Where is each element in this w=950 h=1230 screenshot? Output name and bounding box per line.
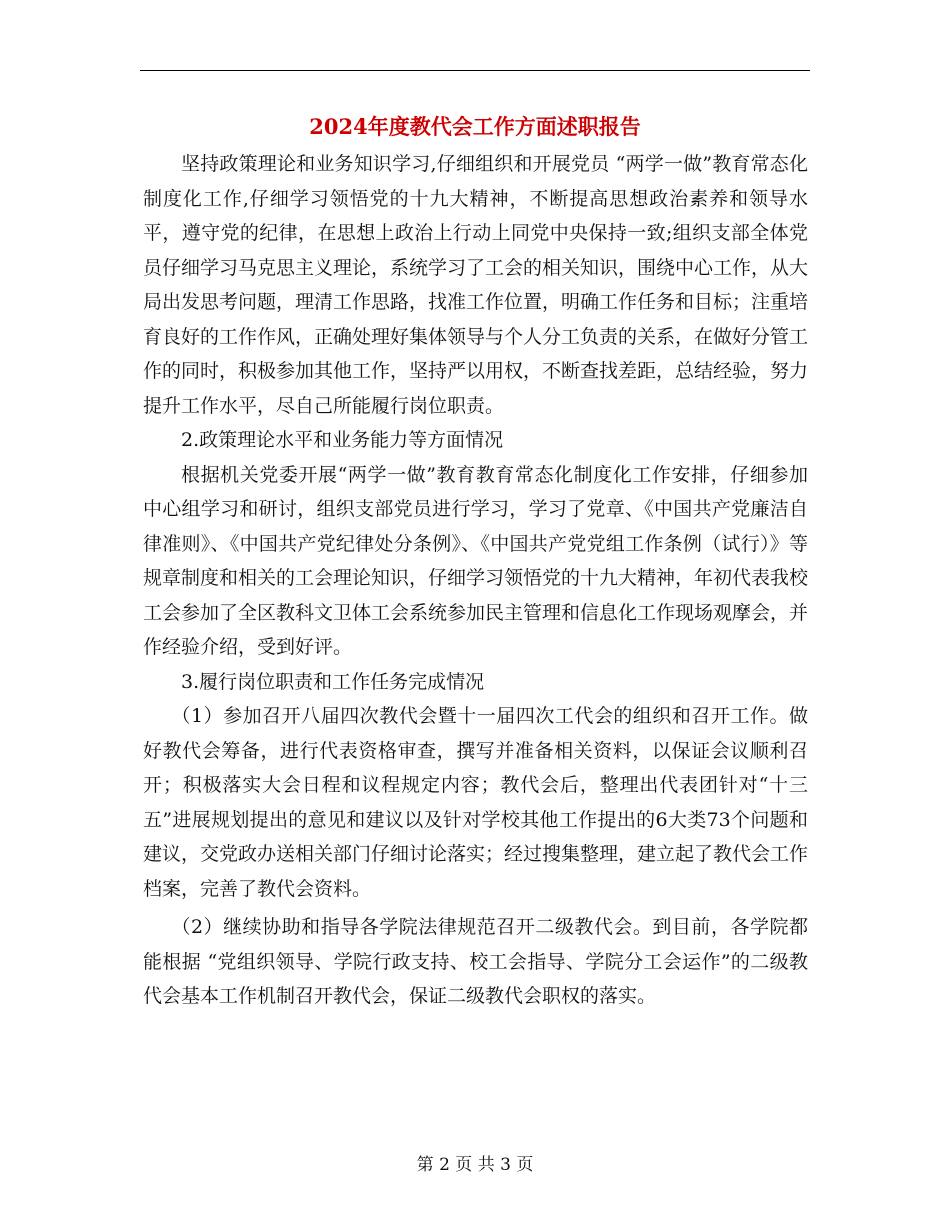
document-body [143, 147, 808, 1014]
document-title: 2024年度教代会工作方面述职报告 [309, 114, 641, 139]
page-footer: 第 2 页 共 3 页 [416, 1155, 534, 1175]
paragraph-item-2: （2）继续协助和指导各学院法律规范召开二级教代会。到目前，各学院都能根据 “党组织领导、学院行政支持、校工会指导、学院分工会运作”的二级教代会基本工作机制召开教代会，保证二级教代会职权的落实。 [143, 916, 808, 1007]
header-rule [140, 70, 810, 71]
paragraph-item-1: （1）参加召开八届四次教代会暨十一届四次工代会的组织和召开工作。做好教代会筹备，进行代表资格审查，撰写并准备相关资料，以保证会议顺利召开；积极落实大会日程和议程规定内容；教代会后，整理出代表团针对“十三五”进展规划提出的意见和建议以及针对学校其他工作提出的6大类73个问题和建议，交党政办送相关部门仔细讨论落实；经过搜集整理，建立起了教代会工作档案，完善了教代会资料。 [143, 705, 809, 900]
paragraph-study: 坚持政策理论和业务知识学习,仔细组织和开展党员 “两学一做”教育常态化制度化工作,仔细学习领悟党的十九大精神，不断提高思想政治素养和领导水平，遵守党的纪律，在思想上政治上行动上同党中央保持一致;组织支部全体党员仔细学习马克思主义理论，系统学习了工会的相关知识，围绕中心工作，从大局出发思考问题，理清工作思路，找准工作位置，明确工作任务和目标；注重培育良好的工作作风，正确处理好集体领导与个人分工负责的关系，在做好分管工作的同时，积极参加其他工作，坚持严以用权，不断查找差距，总结经验，努力提升工作水平，尽自己所能履行岗位职责。 [143, 153, 809, 417]
paragraph-policy-theory: 根据机关党委开展“两学一做”教育教育常态化制度化工作安排，仔细参加中心组学习和研讨，组织支部党员进行学习，学习了党章、《中国共产党廉洁自律准则》、《中国共产党纪律处分条例》、《中国共产党党组工作条例（试行）》等规章制度和相关的工会理论知识，仔细学习领悟党的十九大精神，年初代表我校工会参加了全区教科文卫体工会系统参加民主管理和信息化工作现场观摩会，并作经验介绍，受到好评。 [143, 463, 809, 658]
section-heading-policy-theory: 2.政策理论水平和业务能力等方面情况 [181, 429, 504, 451]
section-heading-duties: 3.履行岗位职责和工作任务完成情况 [181, 670, 485, 693]
